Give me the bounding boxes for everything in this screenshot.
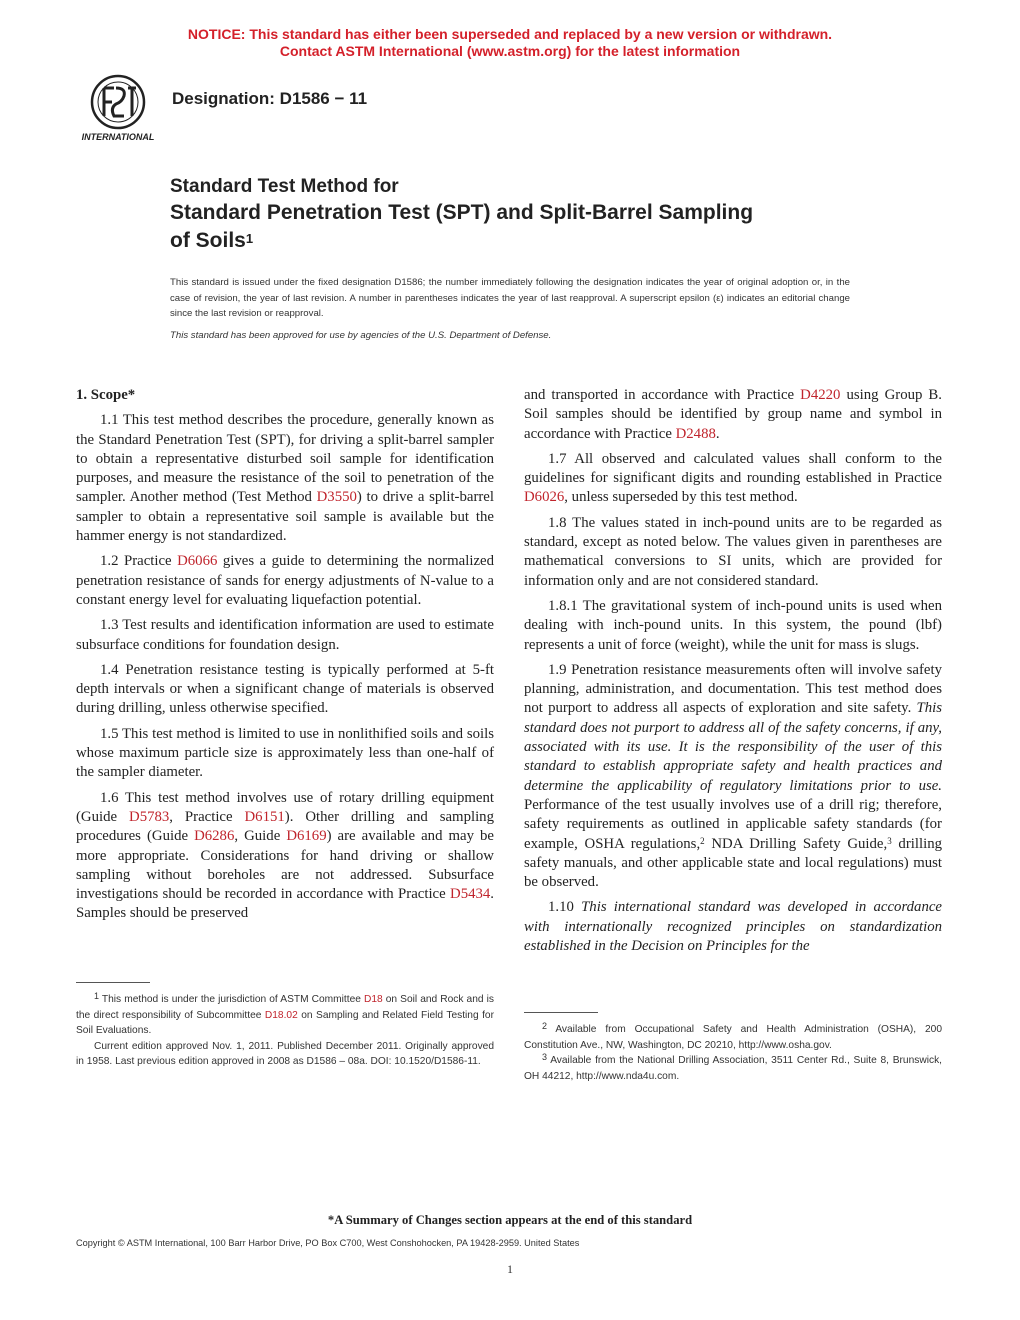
- footnote-2: [524, 1022, 942, 1053]
- paragraph-1-10: [524, 898, 942, 956]
- link-d6026[interactable]: D6026: [524, 489, 565, 506]
- paragraph-1-6: [76, 789, 494, 924]
- p1-1-text-b: ) to drive a split-barrel sampler to obtain a representative soil sample is available but the hammer energy is not standardized.: [76, 489, 494, 545]
- dod-approval-text: This standard has been approved for use by agencies of the U.S. Department of Defense.: [170, 330, 552, 341]
- paragraph-1-2: [76, 552, 494, 610]
- link-d6066[interactable]: D6066: [177, 553, 218, 570]
- footnote-3-mark: 3: [542, 1052, 548, 1062]
- p1-10-text-a: 1.10: [548, 899, 582, 916]
- link-d5434[interactable]: D5434: [450, 886, 491, 903]
- p1-9-text-a: 1.9 Penetration resistance measurements often will involve safety planning, administration, and documentation. This test method does not purport to address all aspects of exploration and site safety.: [524, 661, 942, 717]
- title-line-1: Standard Test Method for: [170, 176, 399, 197]
- withdrawal-notice: [0, 26, 1020, 60]
- link-d6169[interactable]: D6169: [286, 828, 327, 845]
- footnote-ref-3[interactable]: 3: [887, 835, 892, 846]
- link-d18[interactable]: D18: [363, 994, 383, 1005]
- footnote-rule-left: [76, 982, 150, 983]
- footnotes-right: [524, 1022, 942, 1084]
- p1-10-italic: This international standard was developed in accordance with internationally recognized principles on standardization established in the Decision on Principles for the: [524, 899, 942, 955]
- paragraph-1-4: 1.4 Penetration resistance testing is typically performed at 5-ft depth intervals or when a significant change of materials is observed during drilling, unless otherwise specified.: [76, 661, 494, 717]
- p1-7-text-a: 1.7 All observed and calculated values shall conform to the guidelines for significant digits and rounding established in Practice: [524, 450, 942, 487]
- footnote-2-mark: 2: [542, 1021, 548, 1031]
- p1-6-text-c: ). Other drilling and sampling procedures (Guide: [76, 808, 494, 845]
- footnote-3: [524, 1053, 942, 1084]
- title-line-2: Standard Penetration Test (SPT) and Split-Barrel Sampling: [170, 201, 754, 224]
- paragraph-1-3: 1.3 Test results and identification information are used to estimate subsurface conditions for foundation design.: [76, 617, 494, 653]
- p1-2-text-a: 1.2 Practice: [100, 553, 178, 570]
- astm-international-logo-icon: [74, 74, 162, 144]
- p1-6c-text-b: using Group B. Soil samples should be identified by group name and symbol in accordance with Practice: [524, 387, 942, 442]
- document-title: [170, 174, 870, 255]
- link-d18-02[interactable]: D18.02: [264, 1009, 298, 1021]
- link-d4220[interactable]: D4220: [800, 387, 841, 403]
- p1-6c-text-c: .: [715, 425, 720, 442]
- page-number: 1: [507, 1262, 513, 1276]
- p1-6-text-e: ) are available and may be more appropriate. Considerations for hand driving or shallow sampling without boreholes are not addressed. Subsurface investigations should be recorded in accordance with Practice: [76, 828, 494, 903]
- link-d2488[interactable]: D2488: [675, 425, 716, 442]
- link-d6286[interactable]: D6286: [194, 828, 235, 845]
- right-column: [524, 386, 942, 962]
- summary-of-changes-note: *A Summary of Changes section appears at the end of this standard: [327, 1213, 693, 1227]
- p1-9-text-d: drilling safety manuals, and other applicable state and local regulations) must be observed.: [524, 835, 942, 891]
- footnote-rule-right: [524, 1012, 598, 1013]
- p1-6-text-b: , Practice: [169, 808, 245, 825]
- copyright-line: Copyright © ASTM International, 100 Barr Harbor Drive, PO Box C700, West Conshohocken, PA 19428-2959. United States: [76, 1238, 580, 1248]
- p1-9-text-c: NDA Drilling Safety Guide,: [704, 835, 888, 852]
- p1-9-safety-italic: This standard does not purport to address all of the safety concerns, if any, associated with its use. It is the responsibility of the user of this standard to establish appropriate safety and health practices and determine the applicability of regulatory limitations prior to use.: [524, 700, 942, 794]
- footnote-1: [76, 992, 494, 1039]
- p1-6c-text-a: and transported in accordance with Practice: [524, 387, 801, 403]
- fn1-text-a: This method is under the jurisdiction of ASTM Committee: [99, 994, 364, 1005]
- link-d6151[interactable]: D6151: [244, 808, 285, 825]
- p1-2-text-b: gives a guide to determining the normalized penetration resistance of sands for energy adjustments of N-value to a constant energy level for evaluating liquefaction potential.: [76, 553, 494, 608]
- p1-6-text-d: , Guide: [234, 828, 287, 845]
- left-column: [76, 386, 494, 930]
- notice-line-1: NOTICE: This standard has either been superseded and replaced by a new version or withdrawn.: [187, 26, 833, 42]
- paragraph-1-9: [524, 661, 942, 893]
- title-footnote-mark: 1: [245, 231, 254, 246]
- paragraph-1-6-continued: [524, 386, 942, 444]
- p1-6-text-f: . Samples should be preserved: [76, 886, 494, 922]
- p1-1-text-a: 1.1 This test method describes the procedure, generally known as the Standard Penetration Test (SPT), for driving a split-barrel sampler to obtain a representative disturbed soil sample for identification purposes, and measure the resistance of the soil to penetration of the sampler. Another method (Test Method: [76, 412, 494, 506]
- preamble-text: This standard is issued under the fixed designation D1586; the number immediately following the designation indicates the year of original adoption or, in the case of revision, the year of last revision. A number in parentheses indicates the year of last reapproval. A superscript epsilon (ε) indicates an editorial change since the last revision or reapproval.: [170, 277, 850, 319]
- fn1-text-c: on Sampling and Related Field Testing for Soil Evaluations.: [76, 1009, 494, 1036]
- footnote-1-edition: Current edition approved Nov. 1, 2011. Published December 2011. Originally approved in 1958. Last previous edition approved in 2008 as D1586 – 08a. DOI: 10.1520/D1586-11.: [76, 1040, 494, 1067]
- title-line-3-text: of Soils: [170, 229, 246, 252]
- section-heading-scope: 1. Scope*: [76, 387, 136, 403]
- fn2-text: Available from Occupational Safety and Health Administration (OSHA), 200 Constitution Ave., NW, Washington, DC 20210, http://www.osha.gov.: [524, 1024, 942, 1051]
- logo-international-text: INTERNATIONAL: [81, 132, 155, 142]
- paragraph-1-1: [76, 411, 494, 546]
- astm-logo: [74, 74, 162, 144]
- fn1-text-b: on Soil and Rock and is the direct responsibility of Subcommittee: [76, 994, 494, 1021]
- footnotes-left: [76, 992, 494, 1070]
- designation: Designation: D1586 − 11: [172, 89, 368, 108]
- paragraph-1-8-1: 1.8.1 The gravitational system of inch-pound units is used when dealing with inch-pound units. In this system, the pound (lbf) represents a unit of force (weight), while the unit for mass is slugs.: [524, 597, 942, 653]
- paragraph-1-5: 1.5 This test method is limited to use in nonlithified soils and soils whose maximum particle size is approximately less than one-half of the sampler diameter.: [76, 725, 494, 781]
- footnote-ref-2[interactable]: 2: [700, 835, 705, 846]
- footnote-1-mark: 1: [94, 991, 100, 1001]
- fn3-text: Available from the National Drilling Association, 3511 Center Rd., Suite 8, Brunswick, OH 44212, http://www.nda4u.com.: [524, 1055, 942, 1082]
- p1-9-text-b: Performance of the test usually involves use of a drill rig; therefore, safety requirements as outlined in applicable safety standards (for example, OSHA regulations,: [524, 796, 942, 852]
- link-d5783[interactable]: D5783: [129, 808, 170, 825]
- paragraph-1-7: [524, 450, 942, 508]
- link-d3550[interactable]: D3550: [316, 489, 357, 506]
- p1-7-text-b: , unless superseded by this test method.: [564, 489, 798, 506]
- notice-line-2: Contact ASTM International (www.astm.org) for the latest information: [279, 43, 741, 59]
- p1-6-text-a: 1.6 This test method involves use of rotary drilling equipment (Guide: [76, 789, 494, 825]
- paragraph-1-8: 1.8 The values stated in inch-pound units are to be regarded as standard, except as noted below. The values given in parentheses are mathematical conversions to SI units, which are provided for information only and are not considered standard.: [524, 514, 942, 589]
- title-line-3: [170, 227, 870, 255]
